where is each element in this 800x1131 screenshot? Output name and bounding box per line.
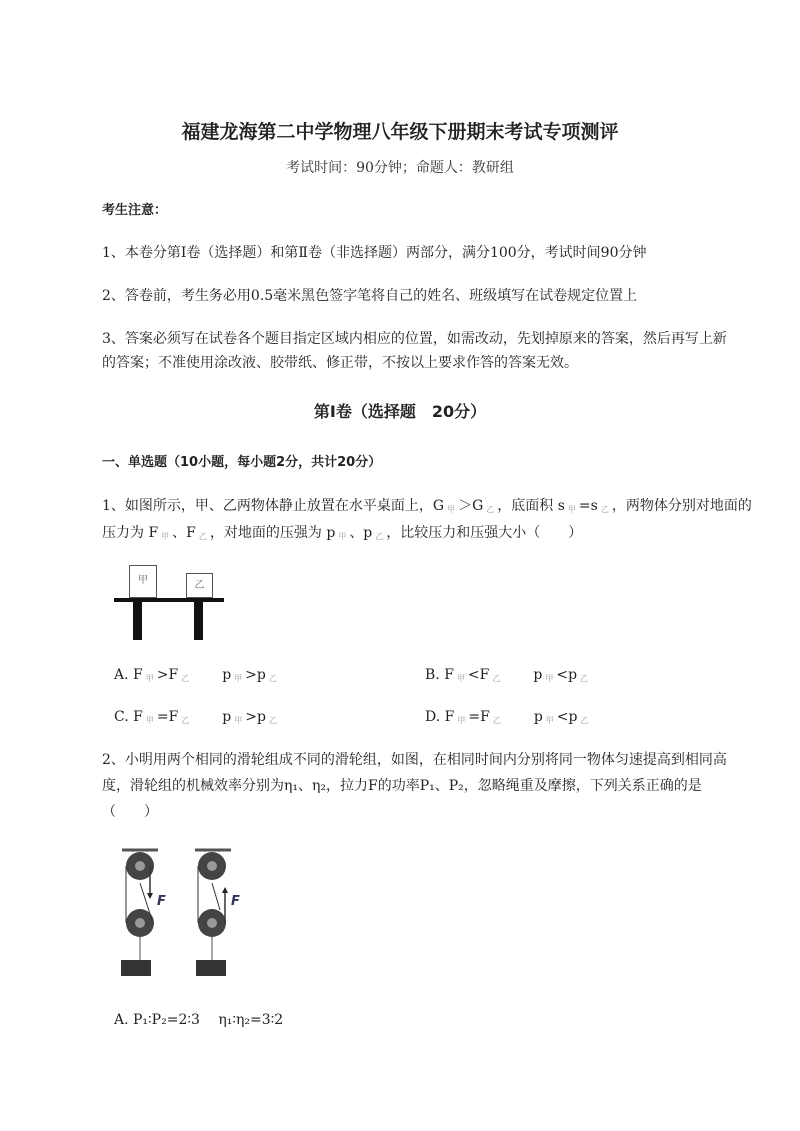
notice-heading: 考生注意： xyxy=(102,203,168,218)
notice-item: 的答案；不准使用涂改液、胶带纸、修正带，不按以上要求作答的答案无效。 xyxy=(102,355,578,371)
option-b[interactable]: B. F $_甲$ <F $_乙$ p $_甲$ <p $_乙$ xyxy=(425,667,589,683)
pulley-system-1 xyxy=(121,850,158,976)
question-2-text: （ ） xyxy=(102,804,158,820)
box-yi: 乙 xyxy=(186,573,213,598)
question-1-text: 压力为 F $_甲$ 、F $_乙$ ，对地面的压强为 p $_甲$ 、p $_乙$ ，比较压力和压强大小（ ） xyxy=(102,525,583,541)
option-d[interactable]: D. F $_甲$ =F $_乙$ p $_甲$ <p $_乙$ xyxy=(425,709,589,725)
table-leg xyxy=(194,602,203,640)
exam-subtitle: 考试时间：90分钟；命题人：教研组 xyxy=(286,160,514,176)
q2-option-a[interactable]: A. P₁∶P₂=2∶3 η₁∶η₂=3∶2 xyxy=(114,1012,284,1028)
question-1-text: 1、如图所示，甲、乙两物体静止放置在水平桌面上，G $_甲$ ＞G $_乙$ ，底面积 s $_甲$ =s $_乙$ ，两物体分别对地面的 xyxy=(102,498,752,514)
pulley-system-2 xyxy=(195,850,231,976)
force-label: F xyxy=(231,894,240,909)
notice-item: 2、答卷前，考生务必用0.5毫米黑色签字笔将自己的姓名、班级填写在试卷规定位置上 xyxy=(102,288,638,304)
question-2-text: 度，滑轮组的机械效率分别为η₁、η₂，拉力F的功率P₁、P₂，忽略绳重及摩擦，下列关系正确的是 xyxy=(102,778,702,794)
table-figure xyxy=(112,563,227,643)
box-jia: 甲 xyxy=(129,565,157,598)
notice-item: 3、答案必须写在试卷各个题目指定区域内相应的位置，如需改动，先划掉原来的答案，然后再写上新 xyxy=(102,331,727,347)
table-leg xyxy=(133,602,142,640)
part-heading: 一、单选题（10小题，每小题2分，共计20分） xyxy=(102,455,382,470)
page-title: 福建龙海第二中学物理八年级下册期末考试专项测评 xyxy=(181,121,619,143)
section-title: 第Ⅰ卷（选择题 20分） xyxy=(313,402,487,421)
question-2-text: 2、小明用两个相同的滑轮组成不同的滑轮组，如图，在相同时间内分别将同一物体匀速提高到相同高 xyxy=(102,752,727,768)
tabletop xyxy=(114,598,224,602)
notice-item: 1、本卷分第Ⅰ卷（选择题）和第Ⅱ卷（非选择题）两部分，满分100分，考试时间90分钟 xyxy=(102,245,647,261)
option-c[interactable]: C. F $_甲$ =F $_乙$ p $_甲$ >p $_乙$ xyxy=(114,709,277,725)
force-label: F xyxy=(157,894,166,909)
option-a[interactable]: A. F $_甲$ >F $_乙$ p $_甲$ >p $_乙$ xyxy=(114,667,277,683)
pulley-figure xyxy=(100,835,300,995)
